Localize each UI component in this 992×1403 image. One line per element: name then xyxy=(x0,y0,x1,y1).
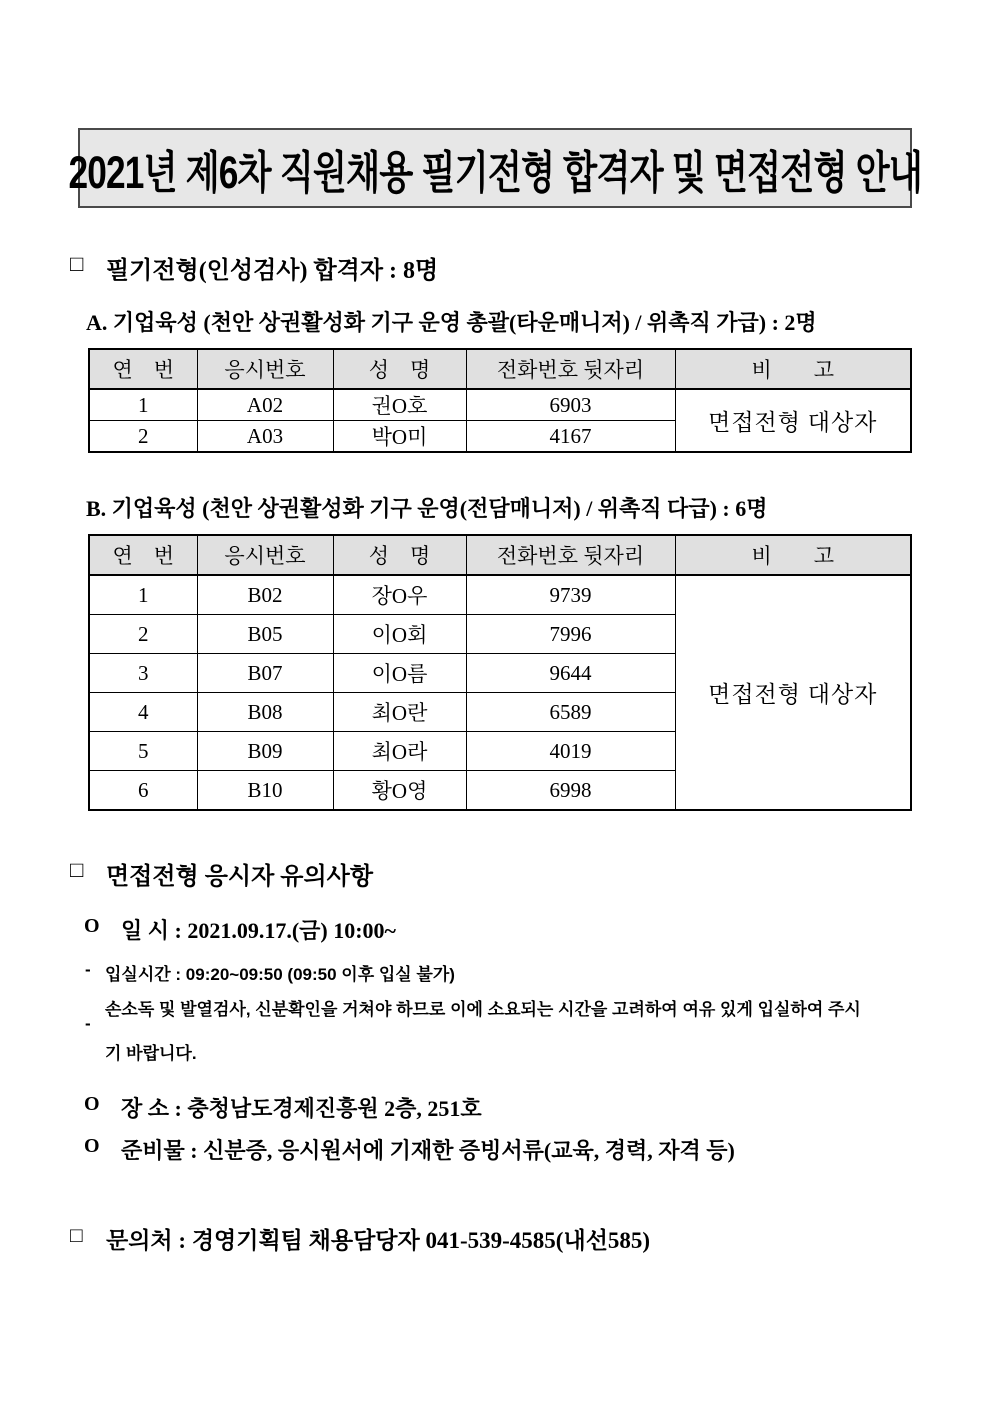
table-header-row xyxy=(89,349,911,389)
notice-item-required-docs xyxy=(0,1134,992,1165)
cell-phone: 4167 xyxy=(466,421,675,453)
col-header-remark: 비 고 xyxy=(675,349,911,389)
col-header-exam-no: 응시번호 xyxy=(197,535,333,575)
cell-name: 이O름 xyxy=(333,654,466,693)
cell-no: 2 xyxy=(89,615,197,654)
dash-bullet-icon: - xyxy=(85,1014,91,1033)
group-a-table xyxy=(88,348,912,453)
cell-phone: 4019 xyxy=(466,732,675,771)
contact-text: 문의처 : 경영기획팀 채용담당자 041-539-4585(내선585) xyxy=(106,1228,651,1253)
col-header-no: 연 번 xyxy=(89,535,197,575)
cell-exam-no: B07 xyxy=(197,654,333,693)
cell-exam-no: B09 xyxy=(197,732,333,771)
group-b-heading-text: B. 기업육성 (천안 상권활성화 기구 운영(전담매니저) / 위촉직 다급) : 6명 xyxy=(86,496,768,521)
cell-no: 1 xyxy=(89,575,197,615)
cell-exam-no: B02 xyxy=(197,575,333,615)
circle-bullet-icon: O xyxy=(84,915,100,937)
circle-bullet-icon: O xyxy=(84,1135,100,1157)
pass-section-heading-text: 필기전형(인성검사) 합격자 : 8명 xyxy=(106,258,439,284)
cell-name: 권O호 xyxy=(333,389,466,421)
col-header-name: 성 명 xyxy=(333,535,466,575)
notice-section-heading-text: 면접전형 응시자 유의사항 xyxy=(106,864,374,890)
table-row xyxy=(89,389,911,421)
cell-phone: 7996 xyxy=(466,615,675,654)
cell-remark-merged: 면접전형 대상자 xyxy=(675,575,911,810)
contact-line xyxy=(0,1222,992,1255)
square-bullet-icon: □ xyxy=(70,1223,83,1247)
table-header-row xyxy=(89,535,911,575)
notice-item-place xyxy=(0,1092,992,1123)
notice-item-text: 장 소 : 충청남도경제진흥원 2층, 251호 xyxy=(121,1096,482,1121)
group-b-table xyxy=(88,534,912,811)
cell-no: 1 xyxy=(89,389,197,421)
pass-section-heading xyxy=(0,250,992,285)
dash-bullet-icon: - xyxy=(85,960,91,979)
col-header-remark: 비 고 xyxy=(675,535,911,575)
cell-name: 황O영 xyxy=(333,771,466,811)
document-title: 2021년 제6차 직원채용 필기전형 합격자 및 면접전형 안내 xyxy=(68,146,922,198)
cell-no: 2 xyxy=(89,421,197,453)
cell-exam-no: B10 xyxy=(197,771,333,811)
cell-exam-no: B05 xyxy=(197,615,333,654)
cell-no: 5 xyxy=(89,732,197,771)
col-header-phone: 전화번호 뒷자리 xyxy=(466,535,675,575)
group-a-heading-text: A. 기업육성 (천안 상권활성화 기구 운영 총괄(타운매니저) / 위촉직 가급) : 2명 xyxy=(86,310,817,335)
notice-item-text: 일 시 : 2021.09.17.(금) 10:00~ xyxy=(121,918,397,943)
cell-exam-no: A03 xyxy=(197,421,333,453)
cell-name: 최O라 xyxy=(333,732,466,771)
col-header-no: 연 번 xyxy=(89,349,197,389)
cell-exam-no: B08 xyxy=(197,693,333,732)
cell-name: 박O미 xyxy=(333,421,466,453)
cell-no: 3 xyxy=(89,654,197,693)
notice-subitem-text: 입실시간 : 09:20~09:50 (09:50 이후 입실 불가) xyxy=(105,965,455,984)
notice-section-heading xyxy=(0,856,992,891)
notice-subitem-health-check xyxy=(0,988,880,1076)
square-bullet-icon: □ xyxy=(70,251,84,276)
circle-bullet-icon: O xyxy=(84,1093,100,1115)
group-a-heading xyxy=(0,306,992,337)
col-header-name: 성 명 xyxy=(333,349,466,389)
cell-phone: 6903 xyxy=(466,389,675,421)
group-b-heading xyxy=(0,492,992,523)
notice-subitem-text: 손소독 및 발열검사, 신분확인을 거쳐야 하므로 이에 소요되는 시간을 고려하여 여유 있게 입실하여 주시기 바랍니다. xyxy=(105,1000,861,1063)
col-header-exam-no: 응시번호 xyxy=(197,349,333,389)
cell-remark-merged: 면접전형 대상자 xyxy=(675,389,911,452)
cell-name: 장O우 xyxy=(333,575,466,615)
cell-phone: 6998 xyxy=(466,771,675,811)
square-bullet-icon: □ xyxy=(70,857,84,882)
cell-phone: 6589 xyxy=(466,693,675,732)
notice-item-datetime xyxy=(0,914,992,945)
cell-exam-no: A02 xyxy=(197,389,333,421)
col-header-phone: 전화번호 뒷자리 xyxy=(466,349,675,389)
cell-no: 4 xyxy=(89,693,197,732)
notice-subitem-entry-time xyxy=(0,960,992,985)
title-banner xyxy=(68,128,922,208)
cell-no: 6 xyxy=(89,771,197,811)
cell-name: 최O란 xyxy=(333,693,466,732)
notice-item-text: 준비물 : 신분증, 응시원서에 기재한 증빙서류(교육, 경력, 자격 등) xyxy=(121,1138,735,1163)
cell-phone: 9739 xyxy=(466,575,675,615)
cell-phone: 9644 xyxy=(466,654,675,693)
table-row xyxy=(89,575,911,615)
cell-name: 이O회 xyxy=(333,615,466,654)
